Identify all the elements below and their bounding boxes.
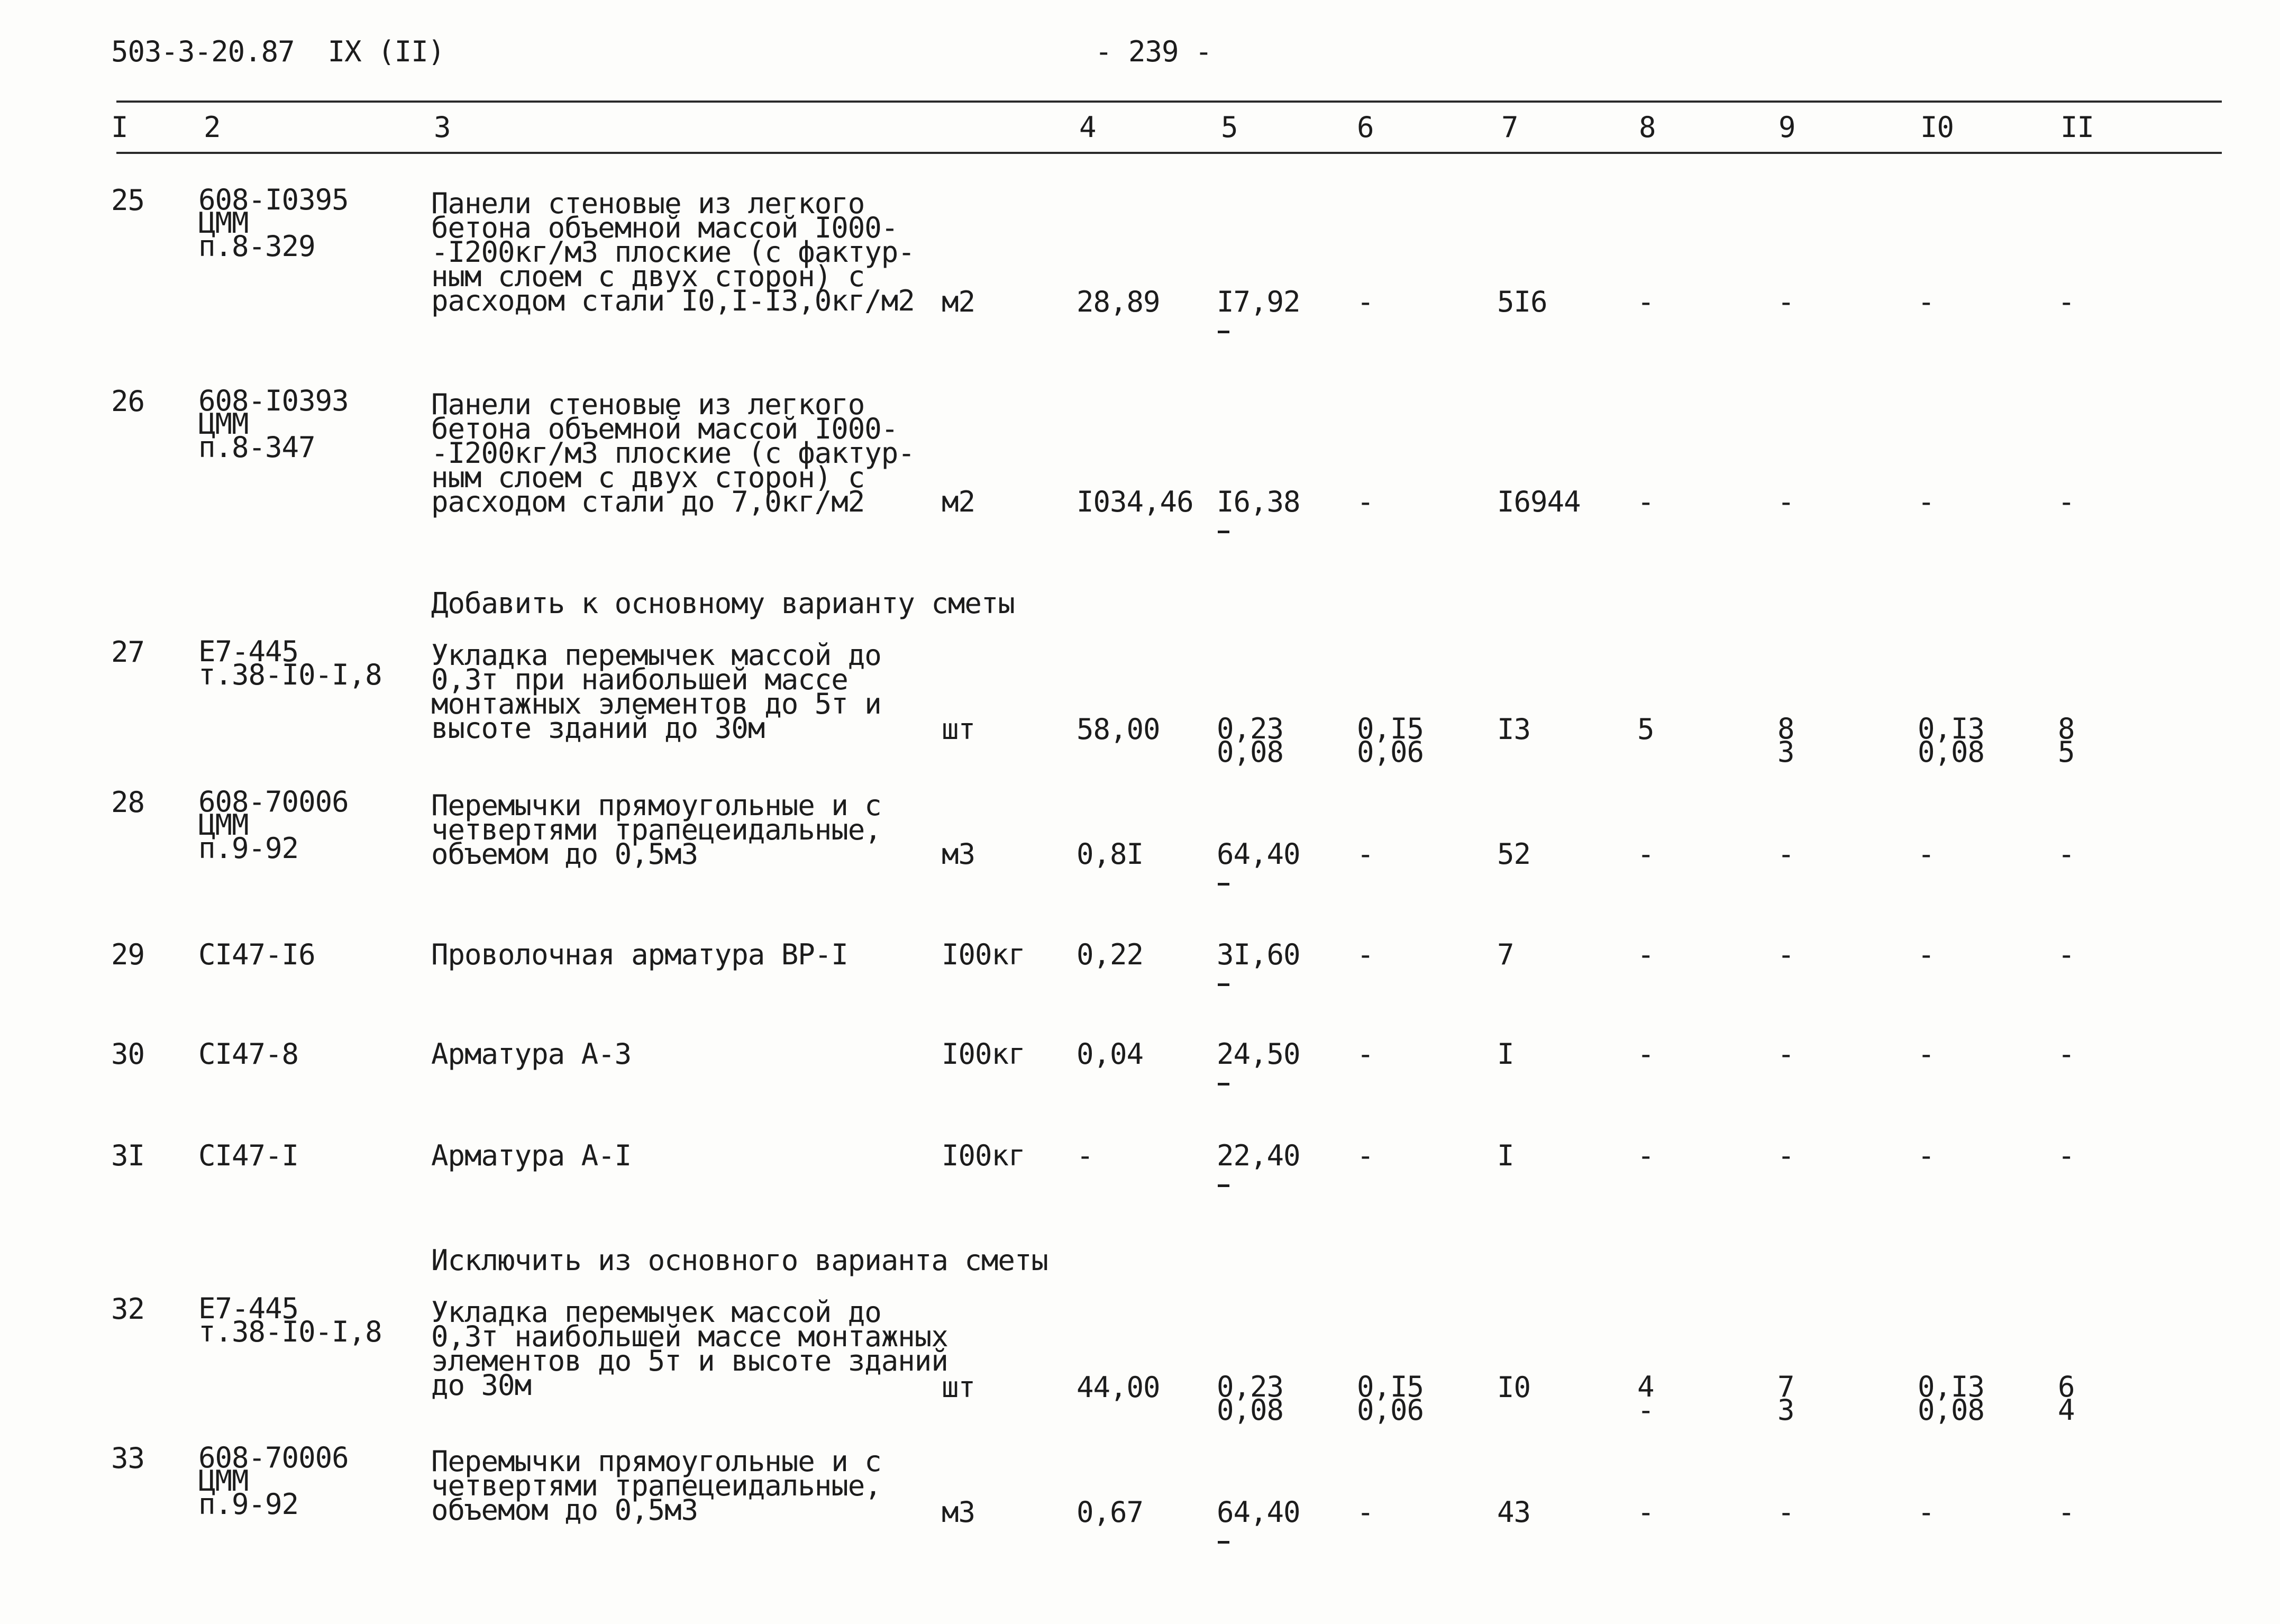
- header-top-rule: [116, 101, 2222, 103]
- row-col4: 0,67: [1077, 1495, 1144, 1529]
- page-number: - 239 -: [1095, 35, 1212, 68]
- row-col5: 0,23 0,08: [1217, 1370, 1284, 1427]
- row-col4: 58,00: [1077, 713, 1160, 746]
- row-col5: 24,50: [1217, 1037, 1300, 1071]
- row-col8: -: [1637, 285, 1654, 318]
- row-col5: 64,40: [1217, 1495, 1300, 1529]
- row-unit: м3: [942, 1495, 975, 1529]
- row-col4: 0,22: [1077, 938, 1144, 971]
- row-col9: -: [1777, 1037, 1794, 1071]
- row-col10: -: [1918, 1139, 1935, 1172]
- row-code: СI47-8: [198, 1037, 299, 1071]
- row-description: Укладка перемычек массой до 0,3т при наибольшей массе монтажных элементов до 5т и высоте зданий до 30м: [431, 638, 881, 745]
- row-col6: -: [1357, 285, 1374, 318]
- row-col7: I6944: [1497, 485, 1581, 518]
- row-col5: I6,38: [1217, 485, 1300, 518]
- row-col5: 22,40: [1217, 1139, 1300, 1172]
- row-description: Проволочная арматура ВР-I: [431, 938, 848, 971]
- col5-underline: [1218, 531, 1229, 533]
- row-col7: 5I6: [1497, 285, 1547, 318]
- row-number: 27: [111, 635, 145, 669]
- row-code: СI47-I6: [198, 938, 315, 971]
- row-number: 29: [111, 938, 145, 971]
- row-description: Перемычки прямоугольные и с четвертями трапецеидальные, объемом до 0,5м3: [431, 1445, 881, 1527]
- row-col11: 6 4: [2058, 1370, 2075, 1427]
- row-col11: 8 5: [2058, 712, 2075, 769]
- row-unit: I00кг: [942, 938, 1025, 971]
- row-unit: м2: [942, 285, 975, 318]
- row-description: Арматура А-3: [431, 1037, 632, 1071]
- row-col4: 0,04: [1077, 1037, 1144, 1071]
- row-col7: 52: [1497, 837, 1531, 871]
- row-col6: -: [1357, 1037, 1374, 1071]
- row-col9: -: [1777, 1495, 1794, 1529]
- row-col5: I7,92: [1217, 285, 1300, 318]
- row-col6: 0,I5 0,06: [1357, 712, 1424, 769]
- row-col7: 43: [1497, 1495, 1531, 1529]
- row-col7: I0: [1497, 1371, 1531, 1404]
- row-col4: I034,46: [1077, 485, 1193, 518]
- row-col8: 5: [1637, 713, 1654, 746]
- row-col10: 0,I3 0,08: [1918, 1370, 1985, 1427]
- row-col9: -: [1777, 285, 1794, 318]
- row-col7: 7: [1497, 938, 1514, 971]
- row-unit: шт: [942, 1371, 975, 1404]
- row-number: 3I: [111, 1139, 145, 1172]
- row-col11: -: [2058, 285, 2075, 318]
- row-col11: -: [2058, 938, 2075, 971]
- row-description: Перемычки прямоугольные и с четвертями трапецеидальные, объемом до 0,5м3: [431, 789, 881, 871]
- row-col4: 0,8I: [1077, 837, 1144, 871]
- row-unit: м3: [942, 837, 975, 871]
- row-col9: -: [1777, 938, 1794, 971]
- row-col4: 44,00: [1077, 1371, 1160, 1404]
- row-col9: 7 3: [1777, 1370, 1794, 1427]
- row-col4: 28,89: [1077, 285, 1160, 318]
- row-col5: 64,40: [1217, 837, 1300, 871]
- row-col5: 0,23 0,08: [1217, 712, 1284, 769]
- row-col11: -: [2058, 1037, 2075, 1071]
- row-code: Е7-445 т.38-I0-I,8: [198, 1292, 382, 1348]
- row-description: Укладка перемычек массой до 0,3т наибольшей массе монтажных элементов до 5т и высоте зданий до 30м: [431, 1295, 948, 1402]
- col5-underline: [1218, 331, 1229, 333]
- row-col10: -: [1918, 285, 1935, 318]
- row-col6: -: [1357, 1495, 1374, 1529]
- col5-underline: [1218, 1184, 1229, 1187]
- row-col9: 8 3: [1777, 712, 1794, 769]
- section-heading-exclude: Исключить из основного варианта сметы: [431, 1244, 1048, 1277]
- row-col11: -: [2058, 1139, 2075, 1172]
- row-col8: -: [1637, 485, 1654, 518]
- row-col11: -: [2058, 485, 2075, 518]
- col-header-10: I0: [1920, 111, 1954, 144]
- row-col5: 3I,60: [1217, 938, 1300, 971]
- section-heading-add: Добавить к основному варианту сметы: [431, 587, 1015, 620]
- row-col10: -: [1918, 938, 1935, 971]
- row-col6: 0,I5 0,06: [1357, 1370, 1424, 1427]
- row-col7: I: [1497, 1037, 1514, 1071]
- row-col6: -: [1357, 1139, 1374, 1172]
- col-header-7: 7: [1501, 111, 1518, 144]
- row-unit: I00кг: [942, 1139, 1025, 1172]
- document-code: 503-3-20.87 IX (II): [111, 35, 445, 68]
- header-bottom-rule: [116, 152, 2222, 154]
- row-code: 608-70006 ЦММ п.9-92: [198, 1441, 349, 1521]
- row-col6: -: [1357, 485, 1374, 518]
- row-unit: шт: [942, 713, 975, 746]
- col-header-4: 4: [1079, 111, 1096, 144]
- row-col6: -: [1357, 837, 1374, 871]
- col-header-5: 5: [1221, 111, 1238, 144]
- row-number: 33: [111, 1441, 145, 1475]
- row-number: 32: [111, 1292, 145, 1326]
- row-description: Панели стеновые из легкого бетона объемной массой I000- -I200кг/м3 плоские (с фактур- ным слоем с двух сторон) с расходом стали I0,I-I3,0кг/м2: [431, 187, 915, 317]
- row-col10: -: [1918, 837, 1935, 871]
- row-col7: I3: [1497, 713, 1531, 746]
- row-col11: -: [2058, 1495, 2075, 1529]
- row-col7: I: [1497, 1139, 1514, 1172]
- row-col9: -: [1777, 485, 1794, 518]
- row-col11: -: [2058, 837, 2075, 871]
- row-number: 30: [111, 1037, 145, 1071]
- row-number: 26: [111, 385, 145, 418]
- col5-underline: [1218, 1083, 1229, 1085]
- row-col8: -: [1637, 837, 1654, 871]
- col5-underline: [1218, 1541, 1229, 1544]
- row-col8: -: [1637, 1139, 1654, 1172]
- row-col10: -: [1918, 485, 1935, 518]
- row-col10: 0,I3 0,08: [1918, 712, 1985, 769]
- row-code: 608-I0393 ЦММ п.8-347: [198, 384, 349, 464]
- row-col8: -: [1637, 1495, 1654, 1529]
- col5-underline: [1218, 883, 1229, 886]
- col-header-1: I: [111, 111, 128, 144]
- col-header-11: II: [2060, 111, 2094, 144]
- row-description: Арматура А-I: [431, 1139, 632, 1172]
- row-col4: -: [1077, 1139, 1093, 1172]
- col5-underline: [1218, 983, 1229, 986]
- row-col10: -: [1918, 1495, 1935, 1529]
- row-col8: -: [1637, 1037, 1654, 1071]
- row-code: 608-70006 ЦММ п.9-92: [198, 785, 349, 865]
- row-col10: -: [1918, 1037, 1935, 1071]
- col-header-6: 6: [1357, 111, 1374, 144]
- row-code: 608-I0395 ЦММ п.8-329: [198, 183, 349, 263]
- col-header-9: 9: [1779, 111, 1795, 144]
- row-number: 25: [111, 184, 145, 217]
- col-header-2: 2: [204, 111, 221, 144]
- row-unit: I00кг: [942, 1037, 1025, 1071]
- row-col6: -: [1357, 938, 1374, 971]
- col-header-3: 3: [434, 111, 451, 144]
- row-unit: м2: [942, 485, 975, 518]
- row-col8: 4 -: [1637, 1370, 1654, 1427]
- row-col8: -: [1637, 938, 1654, 971]
- row-code: Е7-445 т.38-I0-I,8: [198, 635, 382, 691]
- row-code: СI47-I: [198, 1139, 299, 1172]
- row-number: 28: [111, 786, 145, 819]
- row-col9: -: [1777, 1139, 1794, 1172]
- col-header-8: 8: [1639, 111, 1656, 144]
- row-col9: -: [1777, 837, 1794, 871]
- row-description: Панели стеновые из легкого бетона объемной массой I000- -I200кг/м3 плоские (с фактур- ным слоем с двух сторон) с расходом стали до 7,0кг/м2: [431, 388, 915, 518]
